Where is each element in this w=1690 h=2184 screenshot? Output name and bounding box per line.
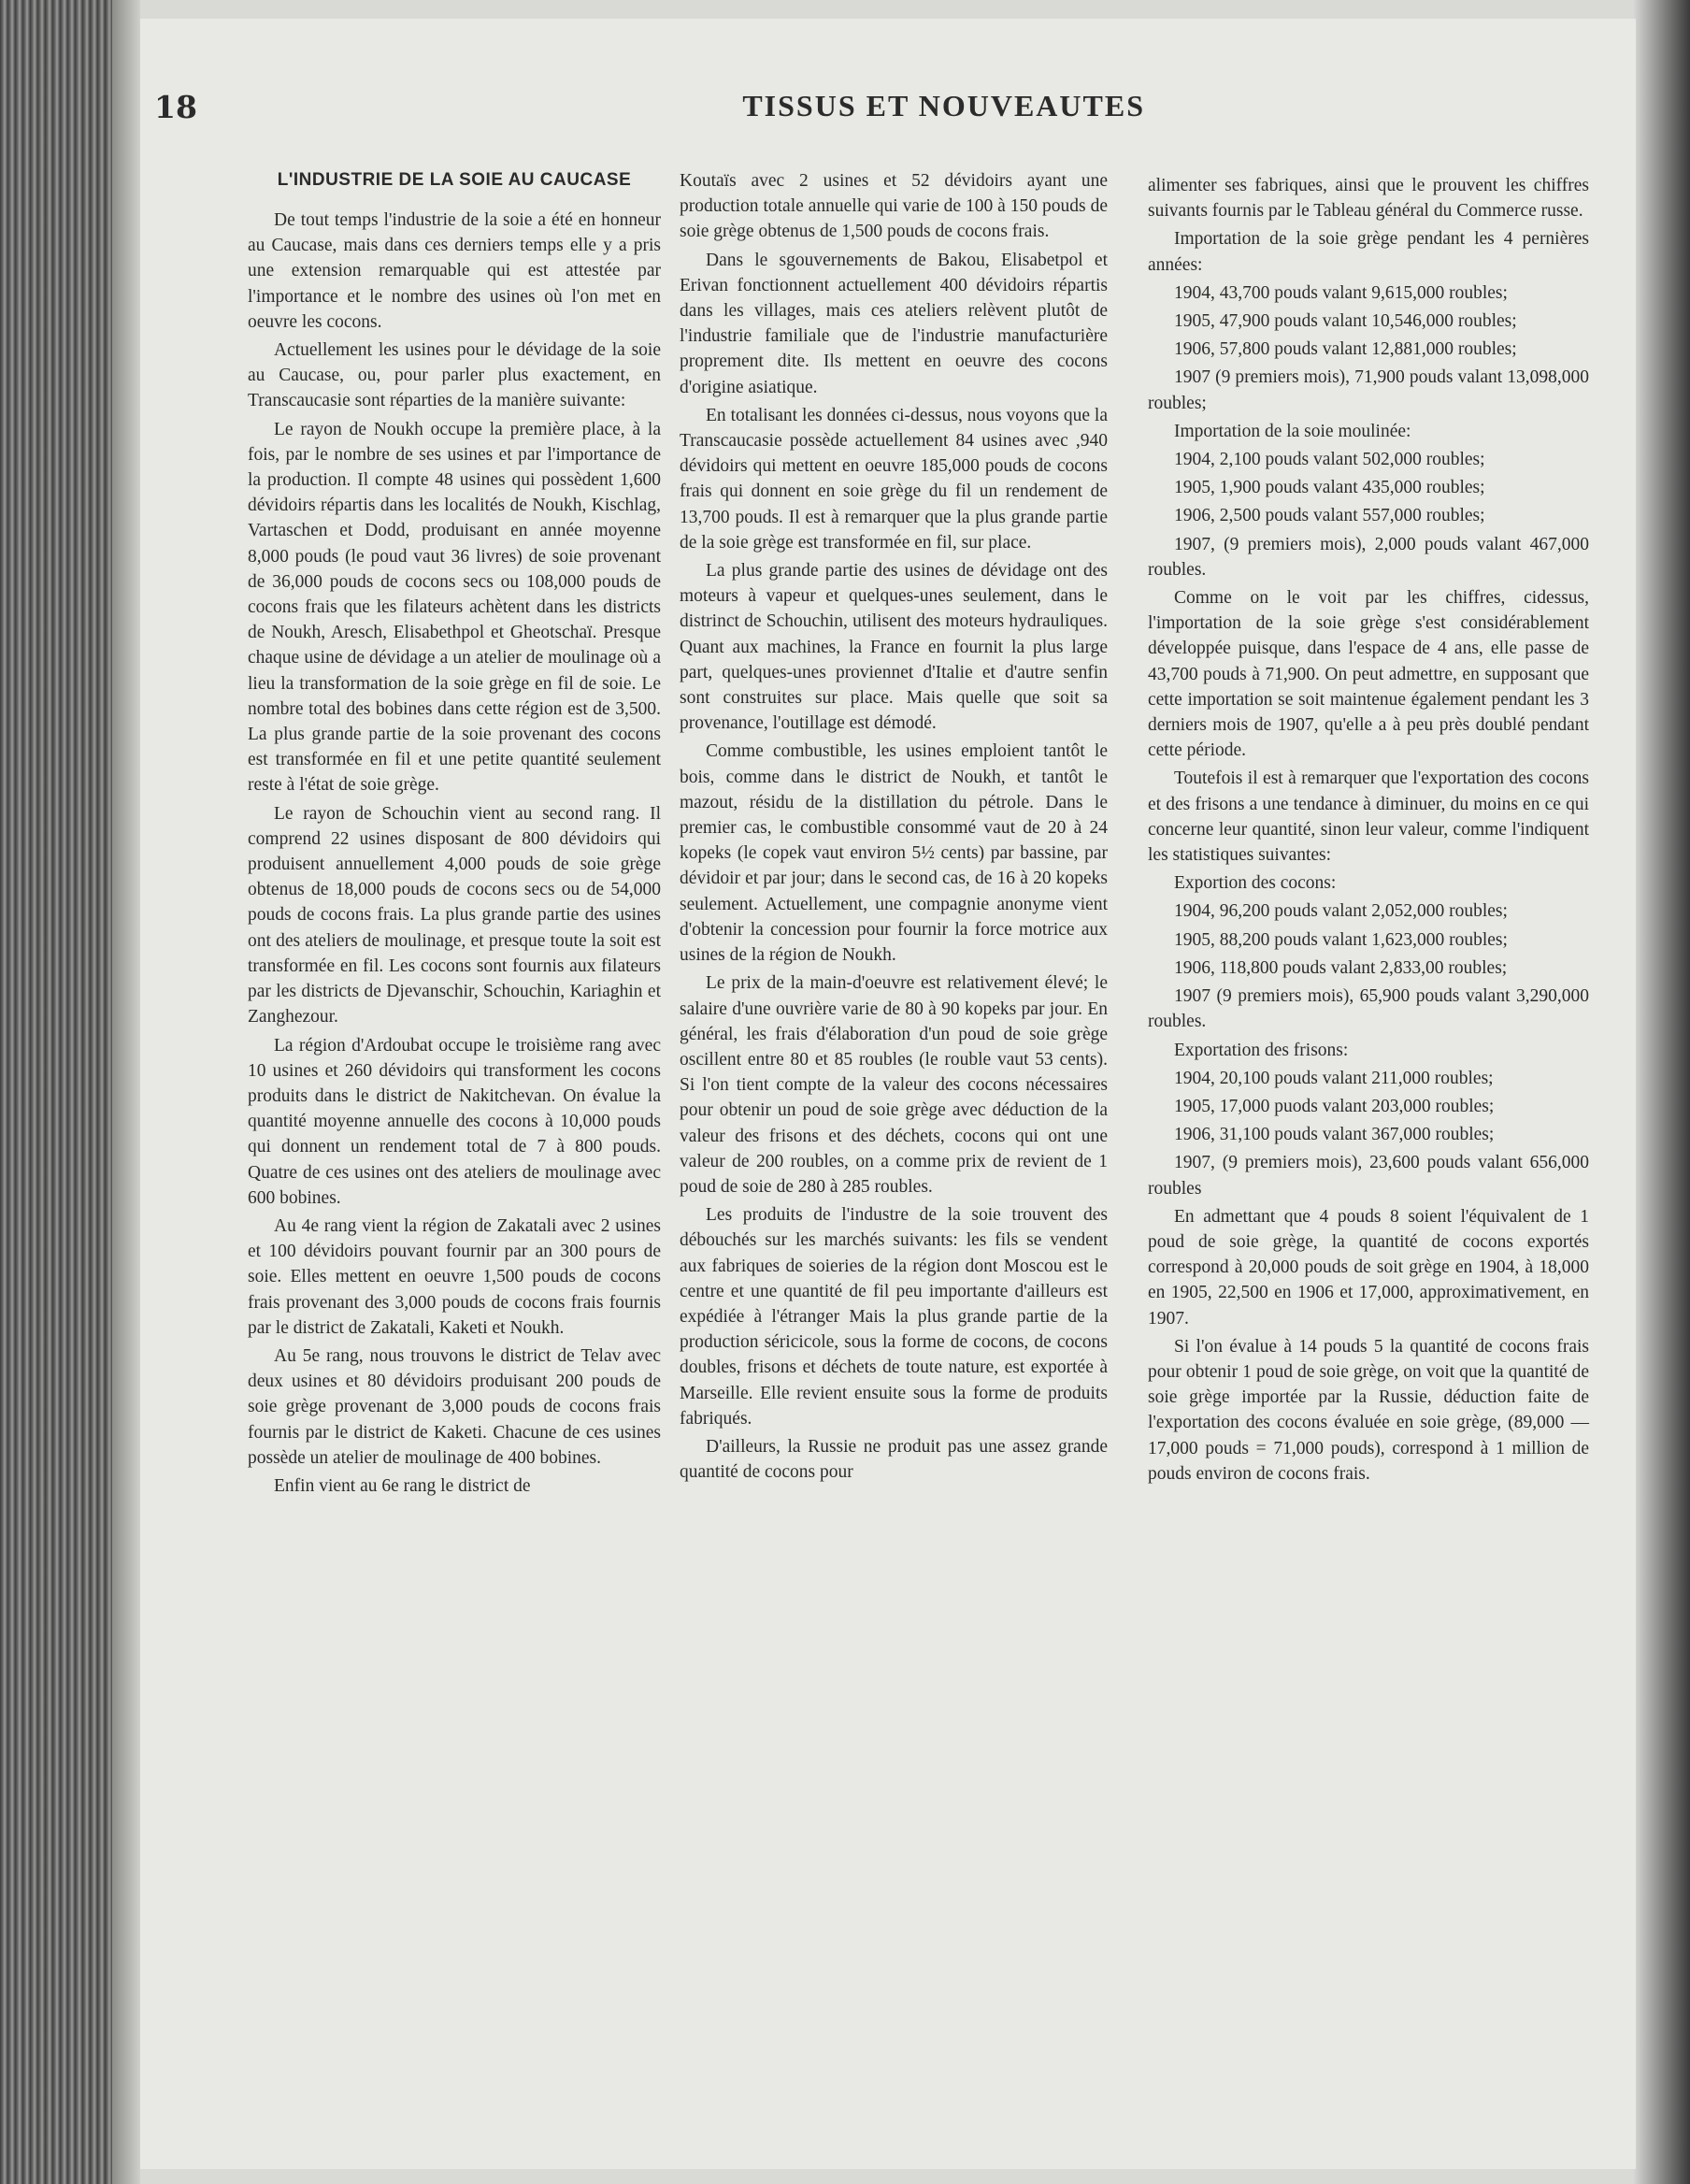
page-number: 18	[154, 89, 197, 125]
paragraph: Au 4e rang vient la région de Zakatali avec 2 usines et 100 dévidoirs pouvant fournir par an 300 pours de soie. Elles mettent en oeuvre 1,500 pouds de cocons frais provenant des 3,000 pouds de cocons frais fournis par le district de Zakatali, Kaketi et Noukh.	[248, 1215, 661, 1338]
page-right-shadow	[1634, 0, 1690, 2184]
paragraph: Si l'on évalue à 14 pouds 5 la quantité de cocons frais pour obtenir 1 poud de soie grège, on voit que la quantité de soie grège importée par la Russie, déduction faite de l'exportation des cocons évaluée en soie grège, (89,000 — 17,000 pouds = 71,000 pouds), correspond à 1 million de pouds environ de cocons frais.	[1148, 1336, 1589, 1484]
paragraph: Exportation des frisons:	[1174, 1040, 1349, 1060]
paragraph: Exportion des cocons:	[1174, 873, 1337, 894]
statistic-line: 1904, 43,700 pouds valant 9,615,000 roubles;	[1174, 282, 1508, 303]
paragraph: Dans le sgouvernements de Bakou, Elisabetpol et Erivan fonctionnent actuellement 400 dévidoirs répartis dans les villages, mais ces ateliers relèvent plutôt de l'industrie familiale que de l'industrie manufacturière proprement dite. Ils mettent en oeuvre des cocons d'origine asiatique.	[680, 250, 1108, 397]
paragraph: Enfin vient au 6e rang le district de	[274, 1475, 531, 1496]
statistic-line: 1907, (9 premiers mois), 2,000 pouds valant 467,000 roubles.	[1148, 534, 1589, 580]
statistic-line: 1906, 2,500 pouds valant 557,000 roubles;	[1174, 506, 1485, 526]
column-2	[680, 168, 1108, 1487]
paragraph: Au 5e rang, nous trouvons le district de Telav avec deux usines et 80 dévidoirs produisant 200 pouds de soie grège provenant de 3,000 pouds de cocons frais fournis par le district de Kaketi. Chacune de ces usines possède un atelier de moulinage de 400 bobines.	[248, 1345, 661, 1468]
paragraph: La plus grande partie des usines de dévidage ont des moteurs à vapeur et quelques-unes seulement, dans le distrinct de Schouchin, utilisent des moteurs hydrauliques. Quant aux machines, la France en fournit la plus large part, quelques-unes proviennet d'Italie et d'autre senfin sont construites sur place. Mais quelle que soit sa provenance, l'outillage est démodé.	[680, 561, 1108, 734]
statistic-line: 1907, (9 premiers mois), 23,600 pouds valant 656,000 roubles	[1148, 1153, 1589, 1199]
paragraph: alimenter ses fabriques, ainsi que le prouvent les chiffres suivants fournis par le Tableau général du Commerce russe.	[1148, 176, 1589, 222]
statistic-line: 1904, 96,200 pouds valant 2,052,000 roubles;	[1174, 901, 1508, 922]
statistic-line: 1906, 118,800 pouds valant 2,833,00 roubles;	[1174, 957, 1508, 978]
running-head	[154, 89, 1145, 136]
paragraph: Koutaïs avec 2 usines et 52 dévidoirs ayant une production totale annuelle qui varie de 100 à 150 pouds de soie grège obtenus de 1,500 pouds de cocons frais.	[680, 171, 1108, 242]
paragraph: D'ailleurs, la Russie ne produit pas une assez grande quantité de cocons pour	[680, 1436, 1108, 1483]
statistic-line: 1907 (9 premiers mois), 65,900 pouds valant 3,290,000 roubles.	[1148, 986, 1589, 1032]
statistic-line: 1905, 47,900 pouds valant 10,546,000 roubles;	[1174, 311, 1517, 332]
book-spine-edge	[0, 0, 140, 2184]
paragraph: En admettant que 4 pouds 8 soient l'équivalent de 1 poud de soie grège, la quantité de cocons exportés correspond à 20,000 pouds de soit grège en 1904, à 18,000 en 1905, 22,500 en 1906 et 17,000, approximativement, en 1907.	[1148, 1206, 1589, 1329]
journal-title: TISSUS ET NOUVEAUTES	[742, 89, 1145, 122]
statistic-line: 1907 (9 premiers mois), 71,900 pouds valant 13,098,000 roubles;	[1148, 367, 1589, 413]
paragraph: Importation de la soie moulinée:	[1174, 421, 1411, 441]
paragraph: La région d'Ardoubat occupe le troisième rang avec 10 usines et 260 dévidoirs qui transforment les cocons produits dans le district de Nakitchevan. On évalue la quantité moyenne annuelle des cocons à 10,000 pouds qui donnent un rendement total de 7 à 800 pouds. Quatre de ces usines ont des ateliers de moulinage avec 600 bobines.	[248, 1035, 661, 1208]
statistic-line: 1906, 57,800 pouds valant 12,881,000 roubles;	[1174, 339, 1517, 360]
paragraph: Comme combustible, les usines emploient tantôt le bois, comme dans le district de Noukh, et tantôt le mazout, résidu de la distillation du pétrole. Dans le premier cas, le combustible consommé vaut de 20 à 24 kopeks (le copek vaut environ 5½ cents) par bassine, par dévidoir et par jour; dans le second cas, de 16 à 20 kopeks seulement. Actuellement, une compagnie anonyme vient d'obtenir la concession pour fournir la force motrice aux usines de la région de Noukh.	[680, 741, 1108, 966]
column-3	[1148, 173, 1589, 1489]
paragraph: Comme on le voit par les chiffres, cidessus, l'importation de la soie grège s'est considérablement développée puisque, dans l'espace de 4 ans, elle passe de 43,700 pouds à 71,900. On peut admettre, en supposant que cette importation se soit maintenue également pendant les 3 derniers mois de 1907, qu'elle a à peu près doublé pendant cette période.	[1148, 588, 1589, 761]
paragraph: Toutefois il est à remarquer que l'exportation des cocons et des frisons a une tendance à diminuer, du moins en ce qui concerne leur quantité, sinon leur valeur, comme l'indiquent les statistiques suivantes:	[1148, 769, 1589, 866]
paragraph: Le rayon de Noukh occupe la première place, à la fois, par le nombre de ses usines et par l'importance de la production. Il compte 48 usines qui possèdent 1,600 dévidoirs répartis dans les localités de Noukh, Kischlag, Vartaschen et Dodd, produisant en année moyenne 8,000 pouds (le poud vaut 36 livres) de soie provenant de 36,000 pouds de cocons secs ou 108,000 pouds de cocons frais que les filateurs achètent dans les districts de Noukh, Aresch, Elisabethpol et Gheotschaï. Presque chaque usine de dévidage a un atelier de moulinage où a lieu la transformation de la soie grège en fil de soie. Le nombre total des bobines dans cette région est de 3,500. La plus grande partie de la soie provenant des cocons est transformée en fil et une petite quantité seulement reste à l'état de soie grège.	[248, 419, 661, 796]
statistic-line: 1905, 17,000 puods valant 203,000 roubles;	[1174, 1096, 1495, 1116]
statistic-line: 1906, 31,100 pouds valant 367,000 roubles;	[1174, 1125, 1495, 1145]
paragraph: Le prix de la main-d'oeuvre est relativement élevé; le salaire d'une ouvrière varie de 80 à 90 kopeks par jour. En général, les frais d'élaboration d'un poud de soie grège oscillent entre 80 et 85 roubles (le rouble vaut 53 cents). Si l'on tient compte de la valeur des cocons nécessaires pour obtenir un poud de soie grège avec déduction de la valeur des frisons et des déchets, cocons qui ont une valeur de 200 roubles, on a comme prix de revient de 1 poud de soie de 280 à 285 roubles.	[680, 973, 1108, 1197]
article-title: L'INDUSTRIE DE LA SOIE AU CAUCASE	[277, 170, 632, 190]
statistic-line: 1905, 1,900 pouds valant 435,000 roubles;	[1174, 478, 1485, 498]
paragraph: En totalisant les données ci-dessus, nous voyons que la Transcaucasie possède actuellement 84 usines avec ,940 dévidoirs qui mettent en oeuvre 185,000 pouds de cocons frais qui donnent en soie grège du fil un rendement de 13,700 pouds. Il est à remarquer que la plus grande partie de la soie grège est transformée en fil, sur place.	[680, 405, 1108, 553]
column-1	[248, 164, 661, 1502]
statistic-line: 1904, 20,100 pouds valant 211,000 roubles;	[1174, 1068, 1494, 1088]
paragraph: Les produits de l'industre de la soie trouvent des débouchés sur les marchés suivants: les fils se vendent aux fabriques de soieries de la région dont Moscou est le centre et une quantité de fil peu importante d'ailleurs est expédiée à l'étranger Mais la plus grande partie de la production séricicole, sous la forme de cocons, de cocons doubles, frisons et déchets de toute nature, est exportée à Marseille. Elle revient ensuite sous la forme de produits fabriqués.	[680, 1205, 1108, 1429]
paragraph: Actuellement les usines pour le dévidage de la soie au Caucase, ou, pour parler plus exactement, en Transcaucasie sont réparties de la manière suivante:	[248, 340, 661, 411]
paragraph: Importation de la soie grège pendant les 4 pernières années:	[1148, 229, 1589, 275]
statistic-line: 1904, 2,100 pouds valant 502,000 roubles;	[1174, 450, 1485, 470]
paragraph: Le rayon de Schouchin vient au second rang. Il comprend 22 usines disposant de 800 dévidoirs qui produisent annuellement 4,000 pouds de soie grège obtenus de 18,000 pouds de cocons secs ou de 54,000 pouds de cocons frais. La plus grande partie des usines ont des ateliers de moulinage, et presque toute la soit est transformée en fil. Les cocons sont fournis aux filateurs par les districts de Djevanschir, Schouchin, Kariaghin et Zanghezour.	[248, 803, 661, 1027]
statistic-line: 1905, 88,200 pouds valant 1,623,000 roubles;	[1174, 929, 1508, 950]
paragraph: De tout temps l'industrie de la soie a été en honneur au Caucase, mais dans ces derniers temps elle y a pris une extension remarquable qui est attestée par l'importance et le nombre des usines où l'on met en oeuvre les cocons.	[248, 210, 661, 332]
